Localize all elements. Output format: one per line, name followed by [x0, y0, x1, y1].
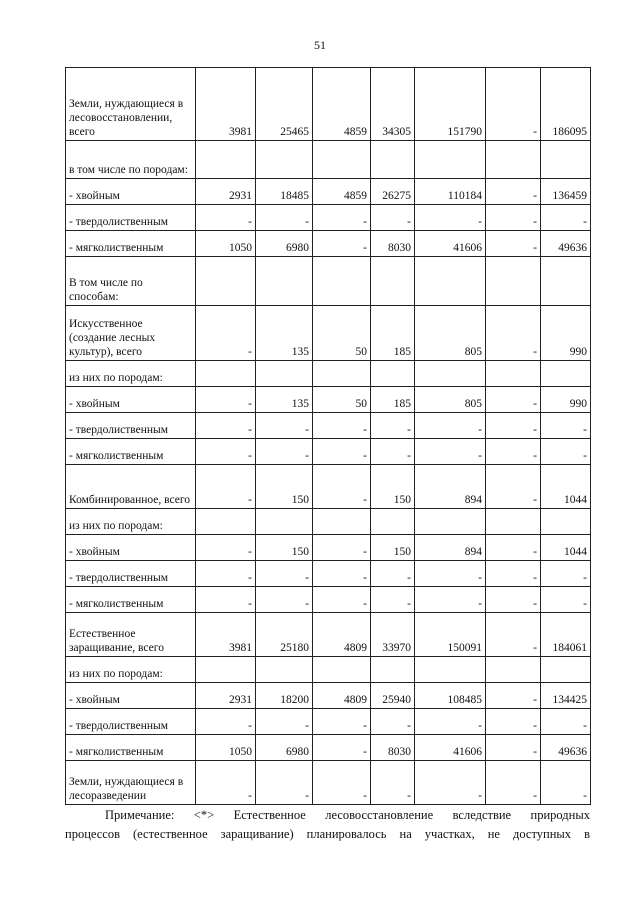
table-cell: 2931	[196, 683, 256, 709]
table-cell	[313, 141, 371, 179]
table-cell	[486, 141, 541, 179]
table-cell: 8030	[371, 735, 415, 761]
table-cell: 33970	[371, 613, 415, 657]
table-cell: -	[541, 439, 591, 465]
table-cell: 150091	[415, 613, 486, 657]
table-cell: 49636	[541, 231, 591, 257]
table-cell: 150	[371, 465, 415, 509]
row-label: Естественное заращивание, всего	[66, 613, 196, 657]
table-row	[66, 205, 591, 231]
table-cell: -	[541, 205, 591, 231]
table-cell: -	[486, 413, 541, 439]
table-cell	[256, 257, 313, 306]
table-cell: -	[256, 413, 313, 439]
table-cell: -	[415, 205, 486, 231]
table-cell: -	[256, 561, 313, 587]
table-cell: -	[313, 465, 371, 509]
table-cell: 1044	[541, 535, 591, 561]
row-label: Искусственное (создание лесных культур), всего	[66, 306, 196, 361]
table-row	[66, 683, 591, 709]
table-cell: 4809	[313, 683, 371, 709]
table-cell: 18485	[256, 179, 313, 205]
table-cell: -	[486, 761, 541, 805]
table-cell: -	[256, 587, 313, 613]
table-cell: 151790	[415, 68, 486, 141]
table-cell: -	[196, 761, 256, 805]
table-cell	[196, 257, 256, 306]
table-cell: -	[486, 683, 541, 709]
table-cell: -	[256, 709, 313, 735]
table-cell: 3981	[196, 68, 256, 141]
table-cell: 894	[415, 535, 486, 561]
table-cell: 4859	[313, 179, 371, 205]
table-cell: 50	[313, 306, 371, 361]
table-row	[66, 306, 591, 361]
table-cell	[486, 361, 541, 387]
table-cell: 25180	[256, 613, 313, 657]
table-cell: -	[486, 735, 541, 761]
table-cell: 34305	[371, 68, 415, 141]
footnote-line-1	[65, 806, 590, 825]
table-cell: -	[313, 561, 371, 587]
table-row	[66, 657, 591, 683]
table-cell	[541, 509, 591, 535]
table-row	[66, 561, 591, 587]
table-row	[66, 231, 591, 257]
table-row	[66, 761, 591, 805]
table-cell: -	[313, 413, 371, 439]
footnote-text-1: Примечание: <*> Естественное лесовосстановление вследствие природных	[105, 808, 590, 822]
table-cell: 135	[256, 306, 313, 361]
table-cell: 6980	[256, 231, 313, 257]
table-cell: 41606	[415, 735, 486, 761]
table-cell: 1050	[196, 231, 256, 257]
row-label: из них по породам:	[66, 657, 196, 683]
table-cell: 990	[541, 306, 591, 361]
table-cell	[371, 257, 415, 306]
table-cell: -	[371, 761, 415, 805]
row-label: Земли, нуждающиеся в лесоразведении	[66, 761, 196, 805]
table-cell: -	[486, 306, 541, 361]
footnote	[65, 806, 590, 844]
table-cell: -	[371, 413, 415, 439]
row-label: - твердолиственным	[66, 561, 196, 587]
table-cell: 41606	[415, 231, 486, 257]
row-label: В том числе по способам:	[66, 257, 196, 306]
table-cell: -	[196, 561, 256, 587]
table-cell: 1044	[541, 465, 591, 509]
table-cell: -	[313, 231, 371, 257]
table-cell	[256, 141, 313, 179]
table-cell: -	[196, 465, 256, 509]
table-cell	[415, 657, 486, 683]
table-cell: -	[196, 709, 256, 735]
table-cell: -	[371, 709, 415, 735]
table-cell	[486, 509, 541, 535]
table-cell	[313, 657, 371, 683]
table-cell	[196, 657, 256, 683]
row-label: - мягколиственным	[66, 735, 196, 761]
table-cell: -	[196, 205, 256, 231]
row-label: Комбинированное, всего	[66, 465, 196, 509]
table-cell	[196, 141, 256, 179]
table-cell: -	[313, 439, 371, 465]
table-cell: -	[196, 413, 256, 439]
table-cell: 894	[415, 465, 486, 509]
table-cell	[196, 361, 256, 387]
table-cell	[541, 361, 591, 387]
table-cell: 4859	[313, 68, 371, 141]
table-cell: -	[541, 413, 591, 439]
row-label: - хвойным	[66, 535, 196, 561]
table-cell	[256, 657, 313, 683]
table-row	[66, 387, 591, 413]
row-label: - мягколиственным	[66, 587, 196, 613]
table-cell: -	[415, 587, 486, 613]
table-cell: -	[486, 231, 541, 257]
row-label: в том числе по породам:	[66, 141, 196, 179]
table-cell	[256, 361, 313, 387]
row-label: - мягколиственным	[66, 439, 196, 465]
table-cell: -	[256, 205, 313, 231]
table-cell: -	[486, 535, 541, 561]
table-cell: -	[415, 413, 486, 439]
row-label: - хвойным	[66, 387, 196, 413]
table-cell: -	[486, 465, 541, 509]
table-cell	[313, 509, 371, 535]
table-cell	[486, 657, 541, 683]
table-cell: 49636	[541, 735, 591, 761]
table-cell: 186095	[541, 68, 591, 141]
footnote-line-2: процессов (естественное заращивание) планировалось на участках, не доступных в	[65, 827, 590, 841]
table-cell: -	[486, 387, 541, 413]
row-label: Земли, нуждающиеся в лесовосстановлении, всего	[66, 68, 196, 141]
table-cell: -	[486, 205, 541, 231]
table-cell: -	[541, 561, 591, 587]
table-cell: -	[313, 709, 371, 735]
table-cell	[256, 509, 313, 535]
table-cell: -	[486, 709, 541, 735]
table-cell: -	[486, 179, 541, 205]
table-cell: -	[486, 561, 541, 587]
table-cell: -	[541, 761, 591, 805]
table-cell	[541, 657, 591, 683]
table-cell: 185	[371, 306, 415, 361]
table-row	[66, 735, 591, 761]
table-cell	[415, 509, 486, 535]
table-cell: -	[371, 205, 415, 231]
table-cell: -	[371, 561, 415, 587]
table-cell: 134425	[541, 683, 591, 709]
row-label: из них по породам:	[66, 509, 196, 535]
row-label: - мягколиственным	[66, 231, 196, 257]
table-cell: -	[486, 587, 541, 613]
table-row	[66, 179, 591, 205]
table-cell: -	[313, 761, 371, 805]
table-cell: 25940	[371, 683, 415, 709]
table-cell: -	[256, 761, 313, 805]
table-cell	[371, 361, 415, 387]
table-row	[66, 535, 591, 561]
table-row	[66, 439, 591, 465]
table-row	[66, 257, 591, 306]
table-cell: 25465	[256, 68, 313, 141]
table-cell: -	[371, 587, 415, 613]
table-cell: -	[196, 587, 256, 613]
row-label: - твердолиственным	[66, 709, 196, 735]
table-cell: 150	[256, 465, 313, 509]
table-cell: -	[196, 306, 256, 361]
table-cell: -	[486, 68, 541, 141]
table-cell: 26275	[371, 179, 415, 205]
table-row	[66, 465, 591, 509]
row-label: - хвойным	[66, 683, 196, 709]
table-cell: 18200	[256, 683, 313, 709]
row-label: - твердолиственным	[66, 205, 196, 231]
table-cell: -	[196, 535, 256, 561]
table-cell: 990	[541, 387, 591, 413]
table-row	[66, 413, 591, 439]
table-cell: -	[256, 439, 313, 465]
table-row	[66, 509, 591, 535]
table-cell: -	[371, 439, 415, 465]
table-cell: 8030	[371, 231, 415, 257]
table-cell: -	[313, 587, 371, 613]
table-cell: -	[313, 735, 371, 761]
table-cell: 110184	[415, 179, 486, 205]
table-row	[66, 587, 591, 613]
table-cell: -	[313, 535, 371, 561]
row-label: - твердолиственным	[66, 413, 196, 439]
table-cell	[541, 141, 591, 179]
table-cell: 805	[415, 387, 486, 413]
row-label: из них по породам:	[66, 361, 196, 387]
table-cell: 136459	[541, 179, 591, 205]
table-row	[66, 141, 591, 179]
table-cell: 184061	[541, 613, 591, 657]
table-row	[66, 361, 591, 387]
table-cell	[313, 361, 371, 387]
table-cell: -	[415, 439, 486, 465]
table-cell	[371, 509, 415, 535]
table-row	[66, 709, 591, 735]
table-cell	[486, 257, 541, 306]
table-row	[66, 613, 591, 657]
table-cell	[313, 257, 371, 306]
table-cell: 150	[256, 535, 313, 561]
table-cell: 185	[371, 387, 415, 413]
table-row	[66, 68, 591, 141]
table-cell	[196, 509, 256, 535]
table-cell	[415, 141, 486, 179]
table-cell: -	[415, 561, 486, 587]
table-cell: 135	[256, 387, 313, 413]
table-cell: 6980	[256, 735, 313, 761]
table-cell: 3981	[196, 613, 256, 657]
table-cell: 805	[415, 306, 486, 361]
table-cell: 150	[371, 535, 415, 561]
table-cell: 4809	[313, 613, 371, 657]
table-cell: -	[313, 205, 371, 231]
table-cell: -	[541, 587, 591, 613]
table-cell: -	[196, 387, 256, 413]
table-cell: -	[541, 709, 591, 735]
table-cell: -	[415, 761, 486, 805]
table-cell: 2931	[196, 179, 256, 205]
table-cell: 50	[313, 387, 371, 413]
table-cell: -	[415, 709, 486, 735]
page-number: 51	[314, 38, 326, 52]
table-body	[66, 68, 591, 805]
table-cell	[415, 361, 486, 387]
table-cell	[371, 657, 415, 683]
table-cell: -	[486, 613, 541, 657]
table-cell	[415, 257, 486, 306]
table-cell	[541, 257, 591, 306]
table-cell: 1050	[196, 735, 256, 761]
table-cell: -	[196, 439, 256, 465]
row-label: - хвойным	[66, 179, 196, 205]
reforestation-table	[65, 67, 591, 805]
table-cell: 108485	[415, 683, 486, 709]
table-cell	[371, 141, 415, 179]
table-cell: -	[486, 439, 541, 465]
